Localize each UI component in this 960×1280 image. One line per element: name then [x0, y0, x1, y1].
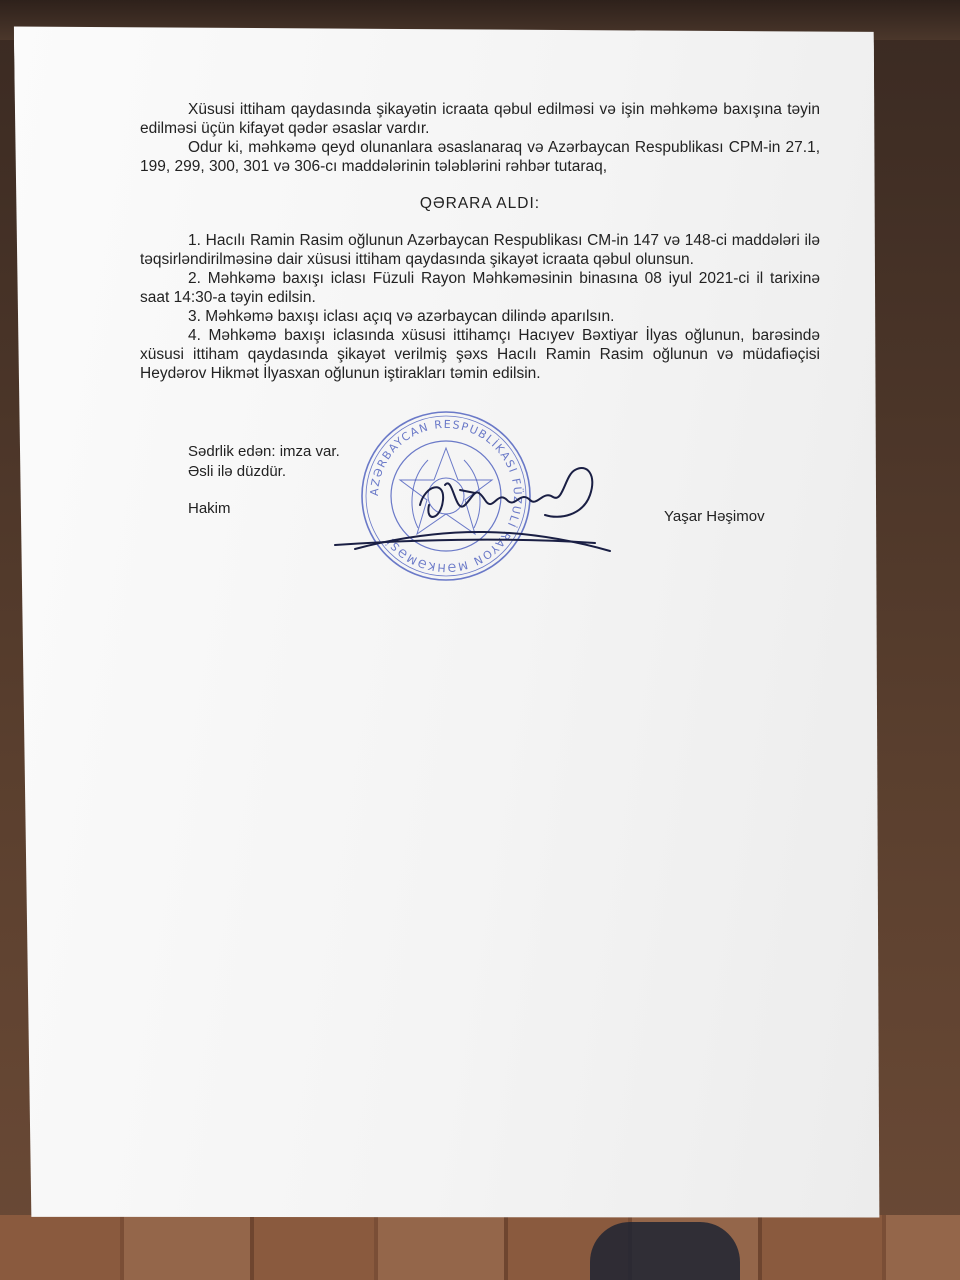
document-body [140, 100, 820, 383]
decision-item-2: 2. Məhkəmə baxışı iclası Füzuli Rayon Məhkəməsinin binasına 08 iyul 2021-ci il tarixinə saat 14:30-a təyin edilsin. [140, 270, 820, 306]
decision-title: QƏRARA ALDI: [419, 195, 541, 212]
judge-name: Yaşar Həşimov [664, 508, 765, 525]
wooden-floor [0, 1215, 960, 1280]
signature-block [188, 442, 340, 482]
presiding-line: Sədrlik edən: imza var. [188, 443, 340, 460]
decision-item-3: 3. Məhkəmə baxışı iclası açıq və azərbaycan dilində aparılsın. [188, 308, 615, 325]
shoe [590, 1222, 740, 1280]
certified-line: Əsli ilə düzdür. [188, 463, 286, 480]
decision-item-1: 1. Hacılı Ramin Rasim oğlunun Azərbaycan Respublikası CM-in 147 və 148-ci maddələri ilə təqsirləndirilməsinə dair xüsusi ittiham qaydasında şikayət icraata qəbul olunsun. [140, 232, 820, 268]
paragraph-grounds: Xüsusi ittiham qaydasında şikayətin icraata qəbul edilməsi və işin məhkəmə baxışına təyin edilməsi üçün kifayət qədər əsaslar vardır. [140, 101, 820, 137]
paragraph-basis: Odur ki, məhkəmə qeyd olunanlara əsaslanaraq və Azərbaycan Respublikası CPM-in 27.1, 199, 299, 300, 301 və 306-cı maddələrinin tələblərini rəhbər tutaraq, [140, 139, 820, 175]
decision-item-4: 4. Məhkəmə baxışı iclasında xüsusi ittihamçı Hacıyev Bəxtiyar İlyas oğlunun, barəsində xüsusi ittiham qaydasında şikayət verilmiş şəxs Hacılı Ramin Rasim oğlunun və müdafiəçisi Heydərov Hikmət İlyasxan oğlunun iştirakları təmin edilsin. [140, 327, 820, 382]
stamp-text: AZƏRBAYCAN RESPUBLİKASI FÜZULİ RAYON MƏHKƏMƏSİ [367, 417, 525, 575]
judge-role: Hakim [188, 500, 231, 517]
judge-signature [325, 445, 615, 555]
